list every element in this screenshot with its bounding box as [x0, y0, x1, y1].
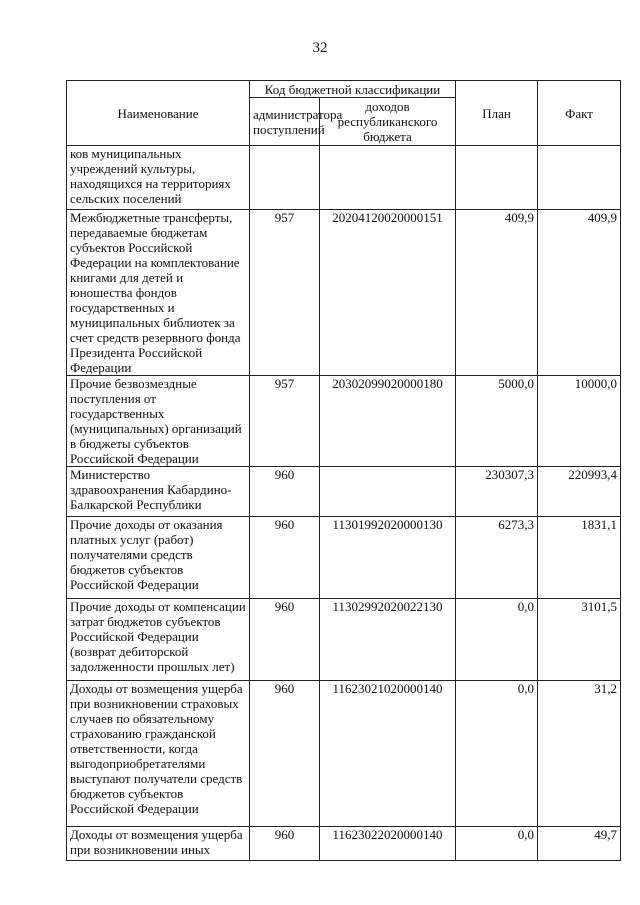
row-admin: 960 — [250, 827, 320, 861]
row-admin: 957 — [250, 210, 320, 376]
row-code — [320, 146, 456, 210]
header-name: Наименование — [67, 81, 250, 146]
header-fact: Факт — [538, 81, 621, 146]
row-plan — [456, 146, 538, 210]
row-plan: 0,0 — [456, 827, 538, 861]
header-admin: администратора поступлений — [250, 98, 320, 146]
row-admin: 960 — [250, 467, 320, 517]
row-code: 11623021020000140 — [320, 681, 456, 827]
table-row — [67, 146, 621, 210]
row-admin: 960 — [250, 599, 320, 681]
row-plan: 409,9 — [456, 210, 538, 376]
row-fact: 3101,5 — [538, 599, 621, 681]
table-row — [67, 599, 621, 681]
row-fact — [538, 146, 621, 210]
budget-table — [66, 80, 621, 861]
row-code — [320, 467, 456, 517]
row-name: Доходы от возмещения ущерба при возникновении страховых случаев по обязательному страхованию гражданской ответственности, когда выгодоприобретателями выступают получатели средств бюджетов субъектов Российской Федерации — [67, 681, 250, 827]
row-name: Доходы от возмещения ущерба при возникновении иных — [67, 827, 250, 861]
table-row — [67, 467, 621, 517]
row-code: 11301992020000130 — [320, 517, 456, 599]
row-fact: 1831,1 — [538, 517, 621, 599]
page-number: 32 — [312, 40, 328, 56]
row-fact: 10000,0 — [538, 376, 621, 467]
table-row — [67, 827, 621, 861]
row-name: Прочие доходы от компенсации затрат бюджетов субъектов Российской Федерации (возврат дебиторской задолженности прошлых лет) — [67, 599, 250, 681]
table-row — [67, 376, 621, 467]
table-row — [67, 517, 621, 599]
row-name: Прочие доходы от оказания платных услуг (работ) получателями средств бюджетов субъектов Российской Федерации — [67, 517, 250, 599]
row-code: 11623022020000140 — [320, 827, 456, 861]
row-admin: 960 — [250, 517, 320, 599]
row-fact: 31,2 — [538, 681, 621, 827]
row-plan: 0,0 — [456, 599, 538, 681]
row-name: ков муниципальных учреждений культуры, находящихся на территориях сельских поселений — [67, 146, 250, 210]
row-admin: 957 — [250, 376, 320, 467]
row-fact: 409,9 — [538, 210, 621, 376]
row-fact: 49,7 — [538, 827, 621, 861]
row-plan: 230307,3 — [456, 467, 538, 517]
header-plan: План — [456, 81, 538, 146]
row-admin: 960 — [250, 681, 320, 827]
table-row — [67, 210, 621, 376]
row-name: Министерство здравоохранения Кабардино-Балкарской Республики — [67, 467, 250, 517]
row-admin — [250, 146, 320, 210]
row-code: 11302992020022130 — [320, 599, 456, 681]
row-name: Межбюджетные трансферты, передаваемые бюджетам субъектов Российской Федерации на комплектование книгами для детей и юношества фондов государственных и муниципальных библиотек за счет средств резервного фонда Президента Российской Федерации — [67, 210, 250, 376]
row-code: 20302099020000180 — [320, 376, 456, 467]
row-name: Прочие безвозмездные поступления от государственных (муниципальных) организаций в бюджеты субъектов Российской Федерации — [67, 376, 250, 467]
header-income: доходов республиканского бюджета — [320, 98, 456, 146]
row-fact: 220993,4 — [538, 467, 621, 517]
table-row — [67, 681, 621, 827]
table-body — [67, 146, 621, 861]
row-plan: 0,0 — [456, 681, 538, 827]
row-plan: 6273,3 — [456, 517, 538, 599]
row-plan: 5000,0 — [456, 376, 538, 467]
row-code: 20204120020000151 — [320, 210, 456, 376]
header-code-group: Код бюджетной классификации — [250, 81, 456, 98]
